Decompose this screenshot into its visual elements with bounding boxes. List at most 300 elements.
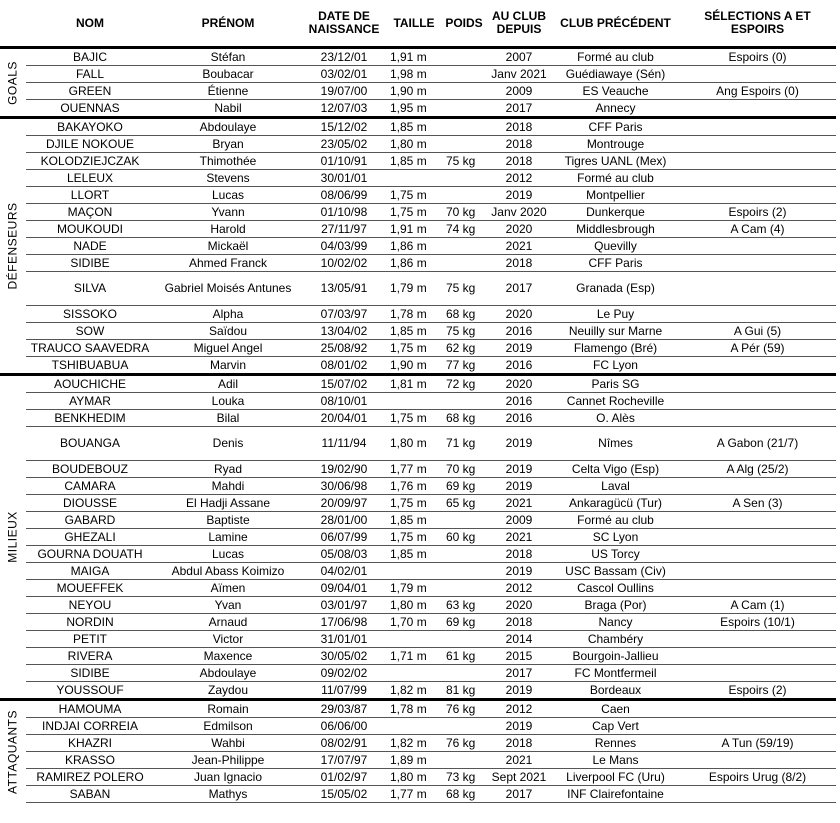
cell-poids: 76 kg	[442, 700, 486, 718]
cell-taille: 1,86 m	[386, 238, 442, 255]
cell-selections: A Gui (5)	[679, 323, 836, 340]
cell-poids	[442, 255, 486, 272]
cell-au-club-depuis: 2017	[486, 272, 552, 306]
cell-taille: 1,85 m	[386, 546, 442, 563]
cell-nom: NEYOU	[26, 597, 154, 614]
cell-club-precedent: Bourgoin-Jallieu	[552, 648, 679, 665]
cell-date-naissance: 07/03/97	[302, 306, 386, 323]
cell-club-precedent: Caen	[552, 700, 679, 718]
cell-date-naissance: 31/01/01	[302, 631, 386, 648]
cell-poids	[442, 393, 486, 410]
cell-prenom: Wahbi	[154, 735, 302, 752]
cell-date-naissance: 17/07/97	[302, 752, 386, 769]
cell-club-precedent: Montrouge	[552, 136, 679, 153]
cell-date-naissance: 01/02/97	[302, 769, 386, 786]
cell-poids	[442, 136, 486, 153]
cell-prenom: Abdoulaye	[154, 665, 302, 682]
cell-au-club-depuis: 2018	[486, 735, 552, 752]
cell-au-club-depuis: 2015	[486, 648, 552, 665]
cell-taille: 1,90 m	[386, 357, 442, 375]
cell-date-naissance: 11/11/94	[302, 427, 386, 461]
cell-au-club-depuis: 2018	[486, 255, 552, 272]
cell-nom: LLORT	[26, 187, 154, 204]
cell-prenom: Gabriel Moisés Antunes	[154, 272, 302, 306]
cell-nom: GHEZALI	[26, 529, 154, 546]
player-row	[0, 66, 836, 83]
cell-date-naissance: 15/12/02	[302, 118, 386, 136]
player-row	[0, 136, 836, 153]
cell-date-naissance: 25/08/92	[302, 340, 386, 357]
cell-nom: YOUSSOUF	[26, 682, 154, 700]
cell-au-club-depuis: 2018	[486, 118, 552, 136]
cell-poids	[442, 48, 486, 66]
cell-poids: 75 kg	[442, 323, 486, 340]
cell-nom: LELEUX	[26, 170, 154, 187]
cell-taille: 1,77 m	[386, 461, 442, 478]
position-group-label	[0, 700, 26, 803]
cell-poids: 75 kg	[442, 272, 486, 306]
cell-prenom: Yvann	[154, 204, 302, 221]
cell-selections	[679, 306, 836, 323]
cell-date-naissance: 29/03/87	[302, 700, 386, 718]
cell-nom: SISSOKO	[26, 306, 154, 323]
cell-club-precedent: Nîmes	[552, 427, 679, 461]
cell-date-naissance: 05/08/03	[302, 546, 386, 563]
cell-club-precedent: Liverpool FC (Uru)	[552, 769, 679, 786]
cell-date-naissance: 20/04/01	[302, 410, 386, 427]
cell-taille: 1,78 m	[386, 306, 442, 323]
cell-club-precedent: Ankaragücü (Tur)	[552, 495, 679, 512]
cell-taille: 1,89 m	[386, 752, 442, 769]
position-group-label	[0, 375, 26, 700]
cell-prenom: Mahdi	[154, 478, 302, 495]
cell-club-precedent: Cascol Oullins	[552, 580, 679, 597]
cell-nom: KHAZRI	[26, 735, 154, 752]
cell-nom: BOUANGA	[26, 427, 154, 461]
cell-taille: 1,75 m	[386, 529, 442, 546]
cell-poids	[442, 631, 486, 648]
cell-au-club-depuis: 2017	[486, 786, 552, 803]
cell-prenom: Baptiste	[154, 512, 302, 529]
cell-date-naissance: 03/01/97	[302, 597, 386, 614]
cell-nom: KRASSO	[26, 752, 154, 769]
cell-taille: 1,80 m	[386, 597, 442, 614]
cell-club-precedent: Laval	[552, 478, 679, 495]
cell-taille: 1,75 m	[386, 495, 442, 512]
cell-prenom: Adil	[154, 375, 302, 393]
player-row	[0, 272, 836, 306]
header-club-precedent: CLUB PRÉCÉDENT	[560, 15, 671, 30]
cell-nom: RAMIREZ POLERO	[26, 769, 154, 786]
position-group-text: MILIEUX	[5, 511, 20, 563]
cell-date-naissance: 13/05/91	[302, 272, 386, 306]
player-row	[0, 648, 836, 665]
cell-nom: AYMAR	[26, 393, 154, 410]
cell-selections	[679, 478, 836, 495]
cell-poids	[442, 665, 486, 682]
cell-club-precedent: Formé au club	[552, 512, 679, 529]
cell-selections	[679, 580, 836, 597]
cell-prenom: Louka	[154, 393, 302, 410]
cell-nom: GABARD	[26, 512, 154, 529]
player-row	[0, 718, 836, 735]
cell-prenom: Denis	[154, 427, 302, 461]
cell-prenom: Arnaud	[154, 614, 302, 631]
cell-taille: 1,80 m	[386, 769, 442, 786]
cell-au-club-depuis: 2012	[486, 700, 552, 718]
player-row	[0, 614, 836, 631]
cell-taille: 1,70 m	[386, 614, 442, 631]
cell-poids: 74 kg	[442, 221, 486, 238]
cell-club-precedent: Dunkerque	[552, 204, 679, 221]
cell-club-precedent: Cannet Rocheville	[552, 393, 679, 410]
player-row	[0, 512, 836, 529]
cell-club-precedent: Middlesbrough	[552, 221, 679, 238]
cell-taille	[386, 170, 442, 187]
cell-taille: 1,85 m	[386, 118, 442, 136]
cell-poids: 76 kg	[442, 735, 486, 752]
cell-prenom: Ahmed Franck	[154, 255, 302, 272]
cell-taille: 1,75 m	[386, 340, 442, 357]
cell-club-precedent: Quevilly	[552, 238, 679, 255]
cell-au-club-depuis: 2019	[486, 427, 552, 461]
cell-poids: 68 kg	[442, 786, 486, 803]
cell-nom: SOW	[26, 323, 154, 340]
cell-prenom: Aïmen	[154, 580, 302, 597]
roster-body	[0, 48, 836, 803]
cell-selections	[679, 255, 836, 272]
cell-poids: 68 kg	[442, 306, 486, 323]
cell-taille: 1,82 m	[386, 735, 442, 752]
cell-date-naissance: 03/02/01	[302, 66, 386, 83]
cell-date-naissance: 01/10/91	[302, 153, 386, 170]
cell-nom: TRAUCO SAAVEDRA	[26, 340, 154, 357]
player-row	[0, 735, 836, 752]
cell-prenom: Thimothée	[154, 153, 302, 170]
cell-prenom: Harold	[154, 221, 302, 238]
cell-poids: 70 kg	[442, 204, 486, 221]
cell-date-naissance: 27/11/97	[302, 221, 386, 238]
cell-au-club-depuis: 2020	[486, 375, 552, 393]
cell-prenom: Romain	[154, 700, 302, 718]
cell-au-club-depuis: 2012	[486, 170, 552, 187]
header-selections: SÉLECTIONS A ET ESPOIRS	[704, 9, 811, 36]
player-row	[0, 48, 836, 66]
cell-taille: 1,90 m	[386, 83, 442, 100]
cell-taille	[386, 718, 442, 735]
player-row	[0, 393, 836, 410]
cell-taille: 1,85 m	[386, 512, 442, 529]
player-row	[0, 461, 836, 478]
cell-au-club-depuis: 2021	[486, 495, 552, 512]
cell-au-club-depuis: 2019	[486, 563, 552, 580]
player-row	[0, 375, 836, 393]
cell-nom: GREEN	[26, 83, 154, 100]
cell-date-naissance: 12/07/03	[302, 100, 386, 118]
cell-nom: GOURNA DOUATH	[26, 546, 154, 563]
player-row	[0, 306, 836, 323]
player-row	[0, 478, 836, 495]
cell-date-naissance: 04/02/01	[302, 563, 386, 580]
cell-prenom: Lamine	[154, 529, 302, 546]
cell-selections: Espoirs (2)	[679, 204, 836, 221]
cell-taille: 1,75 m	[386, 187, 442, 204]
cell-nom: INDJAI CORREIA	[26, 718, 154, 735]
cell-prenom: Bryan	[154, 136, 302, 153]
cell-nom: HAMOUMA	[26, 700, 154, 718]
cell-prenom: Yvan	[154, 597, 302, 614]
cell-selections	[679, 136, 836, 153]
cell-selections	[679, 512, 836, 529]
header-date-naissance: DATE DE NAISSANCE	[308, 9, 380, 36]
cell-club-precedent: Granada (Esp)	[552, 272, 679, 306]
cell-nom: CAMARA	[26, 478, 154, 495]
cell-poids: 68 kg	[442, 410, 486, 427]
player-row	[0, 769, 836, 786]
cell-date-naissance: 08/01/02	[302, 357, 386, 375]
cell-club-precedent: CFF Paris	[552, 255, 679, 272]
cell-selections	[679, 118, 836, 136]
cell-taille: 1,85 m	[386, 323, 442, 340]
player-row	[0, 580, 836, 597]
cell-selections	[679, 700, 836, 718]
cell-date-naissance: 15/05/02	[302, 786, 386, 803]
header-taille: TAILLE	[393, 15, 435, 30]
cell-au-club-depuis: 2019	[486, 682, 552, 700]
header-poids: POIDS	[445, 15, 483, 30]
cell-nom: TSHIBUABUA	[26, 357, 154, 375]
cell-taille: 1,80 m	[386, 136, 442, 153]
cell-au-club-depuis: Janv 2021	[486, 66, 552, 83]
cell-club-precedent: Annecy	[552, 100, 679, 118]
cell-date-naissance: 06/06/00	[302, 718, 386, 735]
cell-selections	[679, 786, 836, 803]
cell-date-naissance: 28/01/00	[302, 512, 386, 529]
cell-club-precedent: Formé au club	[552, 170, 679, 187]
cell-club-precedent: Bordeaux	[552, 682, 679, 700]
cell-taille: 1,86 m	[386, 255, 442, 272]
cell-poids	[442, 563, 486, 580]
cell-nom: NADE	[26, 238, 154, 255]
cell-au-club-depuis: 2019	[486, 461, 552, 478]
cell-club-precedent: Celta Vigo (Esp)	[552, 461, 679, 478]
cell-au-club-depuis: 2018	[486, 546, 552, 563]
cell-au-club-depuis: 2007	[486, 48, 552, 66]
cell-date-naissance: 08/10/01	[302, 393, 386, 410]
cell-date-naissance: 04/03/99	[302, 238, 386, 255]
player-row	[0, 323, 836, 340]
player-row	[0, 529, 836, 546]
cell-club-precedent: USC Bassam (Civ)	[552, 563, 679, 580]
cell-nom: DJILE NOKOUE	[26, 136, 154, 153]
cell-au-club-depuis: 2020	[486, 597, 552, 614]
player-row	[0, 170, 836, 187]
cell-club-precedent: INF Clairefontaine	[552, 786, 679, 803]
cell-poids: 81 kg	[442, 682, 486, 700]
player-row	[0, 410, 836, 427]
cell-poids	[442, 118, 486, 136]
cell-date-naissance: 30/05/02	[302, 648, 386, 665]
cell-date-naissance: 09/02/02	[302, 665, 386, 682]
cell-selections	[679, 665, 836, 682]
cell-prenom: Lucas	[154, 187, 302, 204]
cell-club-precedent: FC Lyon	[552, 357, 679, 375]
cell-selections	[679, 546, 836, 563]
cell-poids	[442, 83, 486, 100]
position-group-text: ATTAQUANTS	[5, 709, 20, 794]
cell-prenom: Mathys	[154, 786, 302, 803]
cell-selections: A Alg (25/2)	[679, 461, 836, 478]
cell-taille: 1,91 m	[386, 221, 442, 238]
cell-date-naissance: 09/04/01	[302, 580, 386, 597]
player-row	[0, 665, 836, 682]
cell-prenom: Juan Ignacio	[154, 769, 302, 786]
cell-nom: BAKAYOKO	[26, 118, 154, 136]
cell-prenom: Ryad	[154, 461, 302, 478]
cell-selections	[679, 100, 836, 118]
cell-poids	[442, 546, 486, 563]
cell-au-club-depuis: 2019	[486, 340, 552, 357]
cell-prenom: Abdoulaye	[154, 118, 302, 136]
cell-nom: SIDIBE	[26, 665, 154, 682]
cell-date-naissance: 10/02/02	[302, 255, 386, 272]
cell-au-club-depuis: 2020	[486, 221, 552, 238]
cell-taille: 1,79 m	[386, 580, 442, 597]
cell-poids: 61 kg	[442, 648, 486, 665]
cell-selections	[679, 563, 836, 580]
cell-au-club-depuis: 2016	[486, 323, 552, 340]
cell-selections: A Tun (59/19)	[679, 735, 836, 752]
cell-selections	[679, 357, 836, 375]
position-group-label	[0, 48, 26, 118]
player-row	[0, 597, 836, 614]
player-row	[0, 153, 836, 170]
cell-poids	[442, 580, 486, 597]
cell-poids	[442, 100, 486, 118]
cell-taille: 1,77 m	[386, 786, 442, 803]
header-nom: NOM	[76, 15, 104, 30]
cell-club-precedent: Rennes	[552, 735, 679, 752]
cell-taille: 1,95 m	[386, 100, 442, 118]
cell-club-precedent: Nancy	[552, 614, 679, 631]
cell-prenom: El Hadji Assane	[154, 495, 302, 512]
cell-date-naissance: 23/05/02	[302, 136, 386, 153]
cell-poids	[442, 187, 486, 204]
cell-au-club-depuis: 2018	[486, 614, 552, 631]
player-row	[0, 546, 836, 563]
cell-nom: AOUCHICHE	[26, 375, 154, 393]
cell-au-club-depuis: Janv 2020	[486, 204, 552, 221]
cell-nom: OUENNAS	[26, 100, 154, 118]
cell-date-naissance: 13/04/02	[302, 323, 386, 340]
cell-taille: 1,75 m	[386, 410, 442, 427]
player-row	[0, 682, 836, 700]
player-row	[0, 700, 836, 718]
cell-nom: MAÇON	[26, 204, 154, 221]
cell-selections	[679, 170, 836, 187]
cell-prenom: Bilal	[154, 410, 302, 427]
header-row	[0, 0, 836, 48]
player-row	[0, 100, 836, 118]
cell-au-club-depuis: 2009	[486, 83, 552, 100]
cell-poids: 72 kg	[442, 375, 486, 393]
position-group-label	[0, 118, 26, 375]
cell-au-club-depuis: 2019	[486, 718, 552, 735]
cell-club-precedent: Le Mans	[552, 752, 679, 769]
cell-nom: SABAN	[26, 786, 154, 803]
cell-selections: A Cam (1)	[679, 597, 836, 614]
cell-prenom: Nabil	[154, 100, 302, 118]
cell-prenom: Jean-Philippe	[154, 752, 302, 769]
cell-prenom: Maxence	[154, 648, 302, 665]
cell-club-precedent: O. Alès	[552, 410, 679, 427]
cell-club-precedent: Cap Vert	[552, 718, 679, 735]
cell-date-naissance: 17/06/98	[302, 614, 386, 631]
cell-nom: PETIT	[26, 631, 154, 648]
cell-au-club-depuis: 2019	[486, 478, 552, 495]
cell-taille: 1,91 m	[386, 48, 442, 66]
cell-nom: BOUDEBOUZ	[26, 461, 154, 478]
cell-poids: 71 kg	[442, 427, 486, 461]
cell-poids	[442, 752, 486, 769]
player-row	[0, 340, 836, 357]
position-group-text: GOALS	[5, 60, 20, 105]
cell-selections	[679, 410, 836, 427]
cell-selections	[679, 393, 836, 410]
cell-selections	[679, 272, 836, 306]
cell-club-precedent: SC Lyon	[552, 529, 679, 546]
cell-au-club-depuis: 2018	[486, 136, 552, 153]
cell-date-naissance: 06/07/99	[302, 529, 386, 546]
cell-nom: FALL	[26, 66, 154, 83]
cell-poids	[442, 718, 486, 735]
cell-prenom: Étienne	[154, 83, 302, 100]
cell-nom: NORDIN	[26, 614, 154, 631]
cell-nom: MOUKOUDI	[26, 221, 154, 238]
cell-poids: 65 kg	[442, 495, 486, 512]
cell-poids: 77 kg	[442, 357, 486, 375]
cell-club-precedent: Braga (Por)	[552, 597, 679, 614]
cell-au-club-depuis: 2020	[486, 306, 552, 323]
player-row	[0, 255, 836, 272]
player-row	[0, 357, 836, 375]
cell-taille: 1,81 m	[386, 375, 442, 393]
cell-au-club-depuis: 2012	[486, 580, 552, 597]
player-row	[0, 238, 836, 255]
cell-prenom: Mickaël	[154, 238, 302, 255]
cell-au-club-depuis: 2014	[486, 631, 552, 648]
player-row	[0, 631, 836, 648]
cell-club-precedent: CFF Paris	[552, 118, 679, 136]
cell-poids: 62 kg	[442, 340, 486, 357]
cell-date-naissance: 08/06/99	[302, 187, 386, 204]
cell-prenom: Victor	[154, 631, 302, 648]
cell-date-naissance: 15/07/02	[302, 375, 386, 393]
cell-selections	[679, 66, 836, 83]
cell-prenom: Boubacar	[154, 66, 302, 83]
cell-au-club-depuis: Sept 2021	[486, 769, 552, 786]
cell-club-precedent: FC Montfermeil	[552, 665, 679, 682]
cell-prenom: Edmilson	[154, 718, 302, 735]
cell-taille: 1,75 m	[386, 204, 442, 221]
cell-selections: Ang Espoirs (0)	[679, 83, 836, 100]
player-row	[0, 83, 836, 100]
cell-nom: MOUEFFEK	[26, 580, 154, 597]
cell-nom: BENKHEDIM	[26, 410, 154, 427]
cell-prenom: Lucas	[154, 546, 302, 563]
cell-prenom: Miguel Angel	[154, 340, 302, 357]
cell-prenom: Alpha	[154, 306, 302, 323]
